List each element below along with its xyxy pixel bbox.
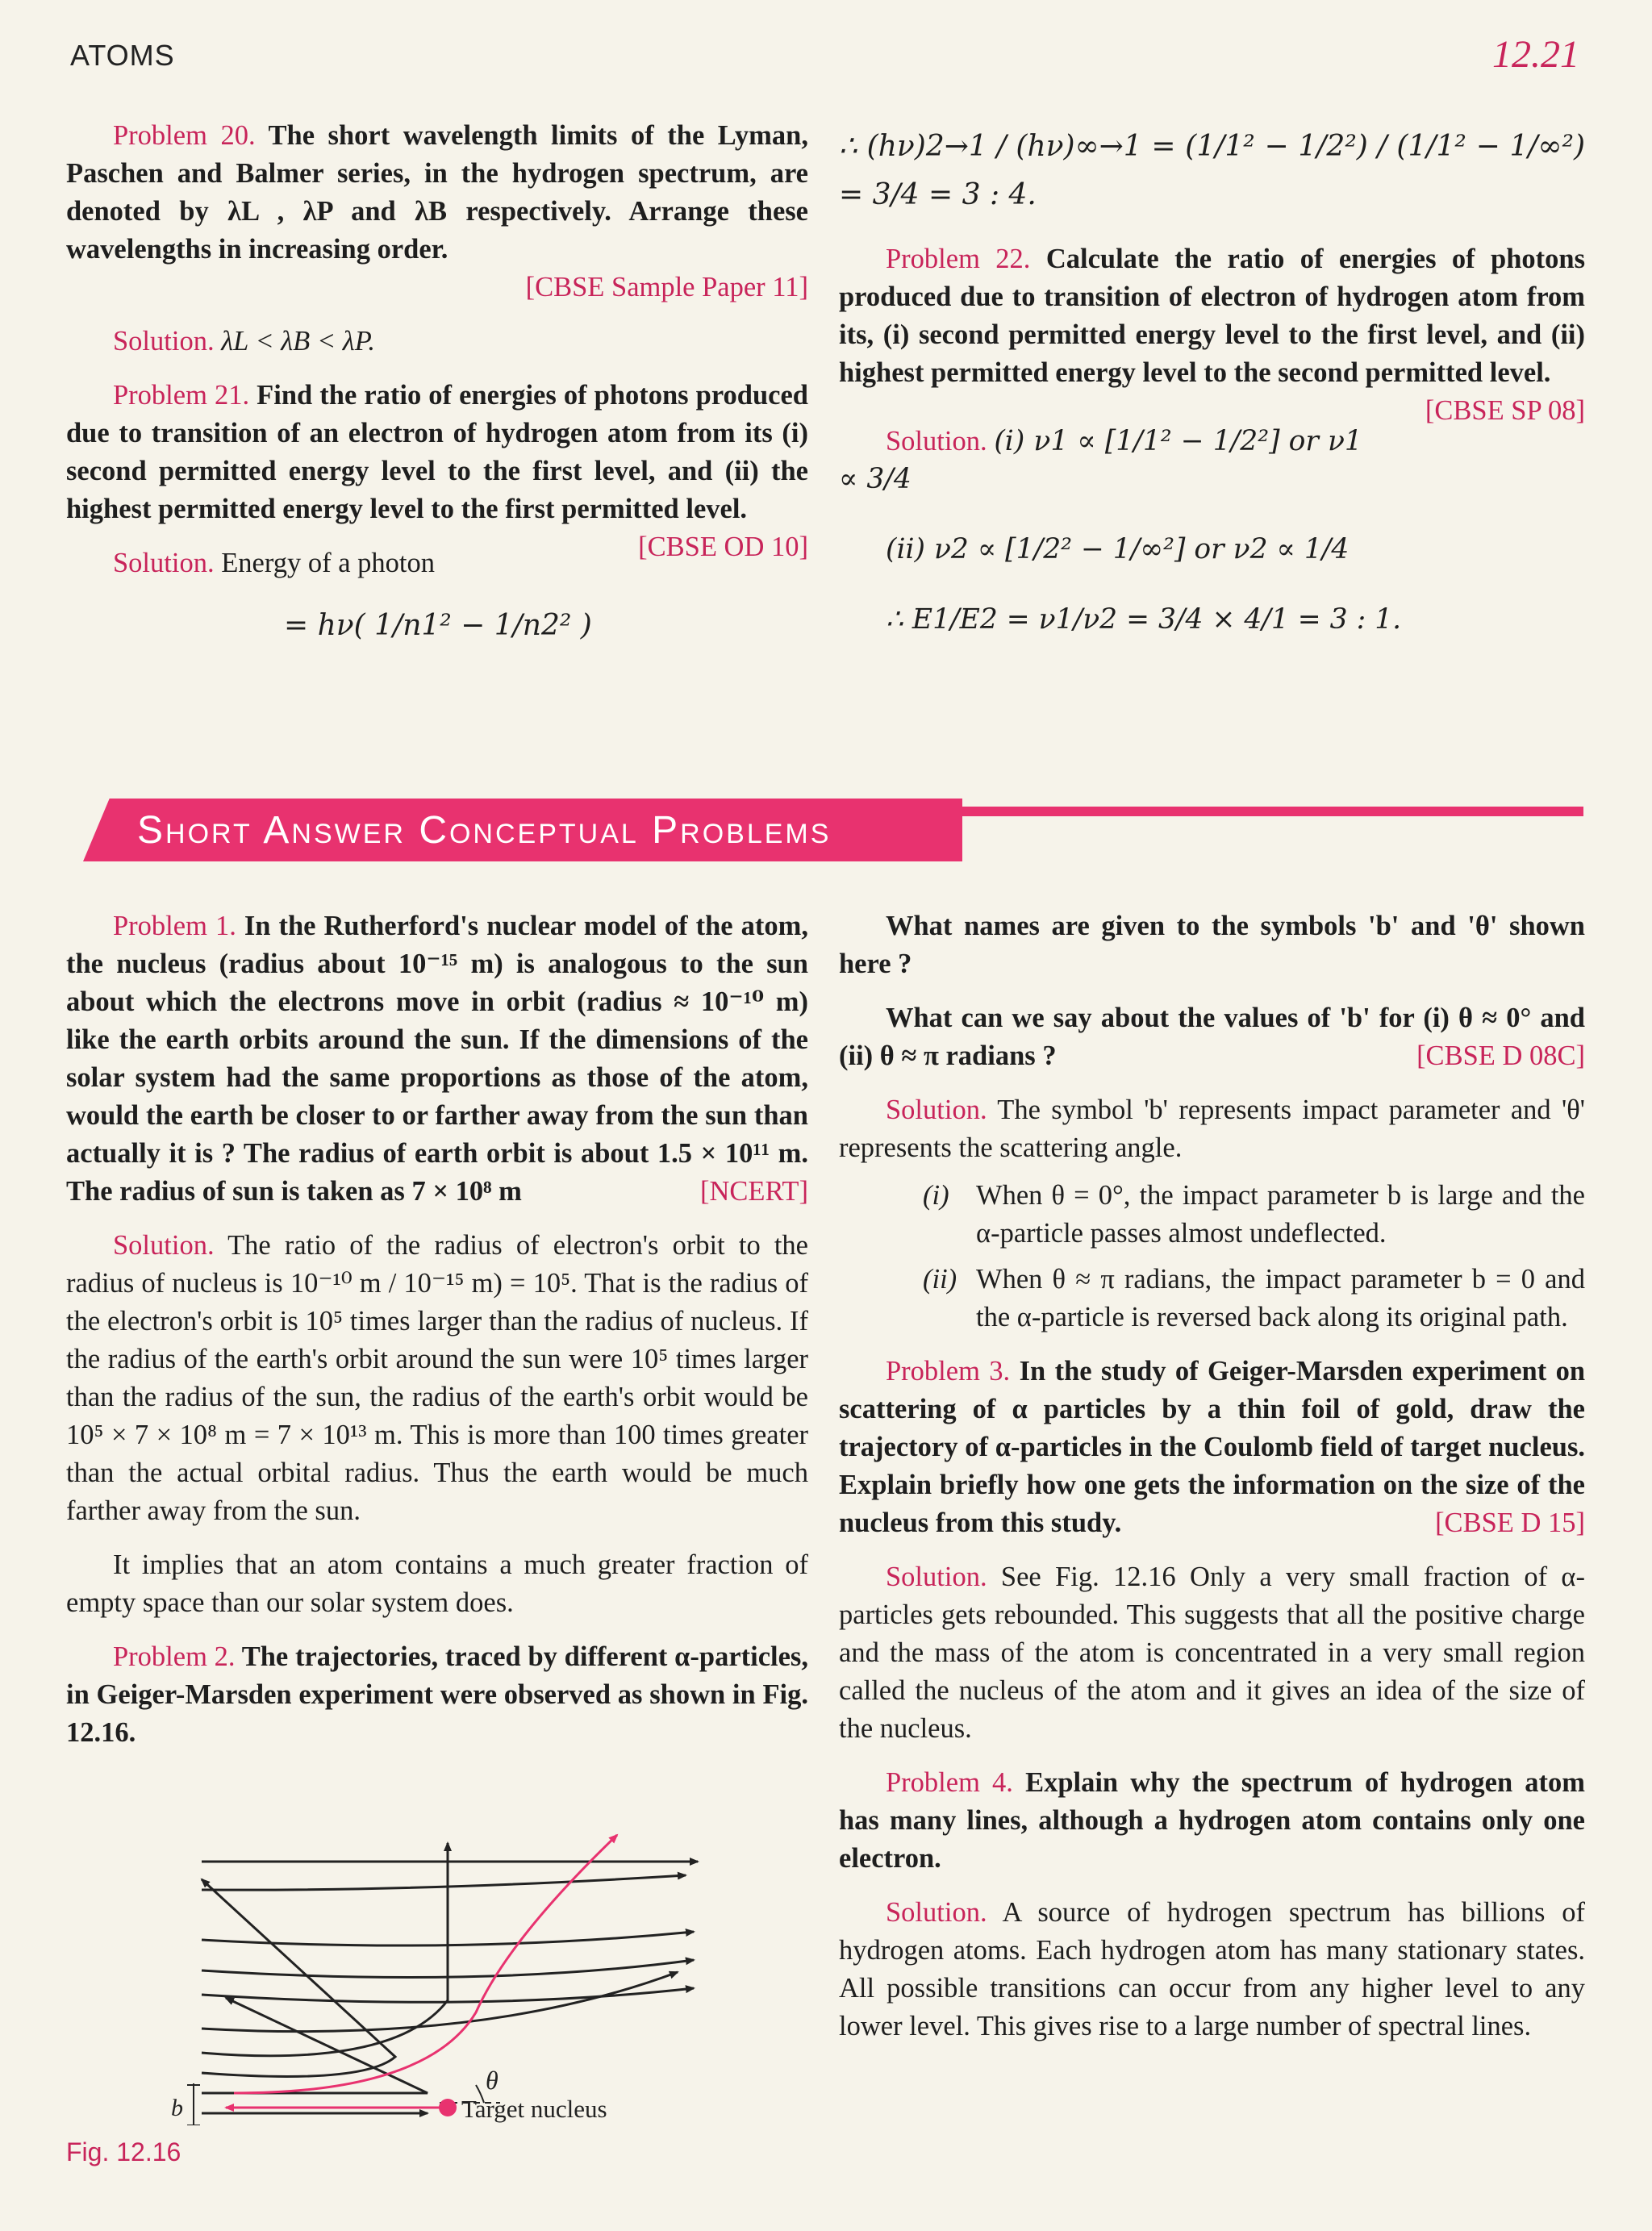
question-2b-text: What can we say about the values of 'b' for (i) θ ≈ 0° and (ii) θ ≈ π radians ? bbox=[839, 1003, 1585, 1071]
question-2b bbox=[839, 999, 1585, 1075]
impact-parameter-label: b bbox=[171, 2095, 183, 2121]
solution-21-label: Solution. bbox=[113, 548, 215, 578]
problem-22-label: Problem 22. bbox=[886, 244, 1031, 274]
solution-4 bbox=[839, 1894, 1585, 2045]
problem-3-label: Problem 3. bbox=[886, 1356, 1011, 1387]
page-number: 12.21 bbox=[1492, 33, 1579, 76]
solution-2-label: Solution. bbox=[886, 1095, 987, 1125]
problem-2-label: Problem 2. bbox=[113, 1641, 236, 1672]
problem-3-text: In the study of Geiger-Marsden experiment on scattering of α particles by a thin foil of gold, draw the trajectory of α-particles in the Coulomb field of target nucleus. Explain briefly how one gets the information on the size of the nucleus from this study. bbox=[839, 1356, 1586, 1538]
list-item bbox=[839, 1177, 1585, 1253]
list-item-number: (i) bbox=[923, 1180, 949, 1211]
problem-2 bbox=[66, 1638, 808, 1752]
problem-22-ref: [CBSE SP 08] bbox=[1425, 395, 1585, 426]
section-title: Short Answer Conceptual Problems bbox=[137, 809, 832, 852]
left-top-column bbox=[66, 117, 808, 644]
figure-caption: Fig. 12.16 bbox=[66, 2137, 181, 2166]
problem-4-label: Problem 4. bbox=[886, 1767, 1013, 1798]
solution-21-text: Energy of a photon bbox=[221, 548, 435, 578]
right-top-column bbox=[839, 113, 1585, 639]
list-item bbox=[839, 1261, 1585, 1337]
problem-2-text: The trajectories, traced by different α-particles, in Geiger-Marsden experiment were observed as shown in Fig. 12.16. bbox=[66, 1641, 808, 1748]
solution-3-text: See Fig. 12.16 Only a very small fraction of α-particles gets rebounded. This suggests that all the positive charge and the mass of the atom is concentrated in a very small region called the nucleus of the atom and it gives an idea of the size of the nucleus. bbox=[839, 1562, 1585, 1744]
right-bottom-column bbox=[839, 907, 1585, 2045]
problem-20 bbox=[66, 117, 808, 269]
problem-21-label: Problem 21. bbox=[113, 380, 250, 411]
chapter-title: ATOMS bbox=[70, 39, 175, 72]
solution-21-equation: = hν( 1/n1² − 1/n2² ) bbox=[284, 609, 592, 642]
trajectory-6 bbox=[202, 1843, 448, 2056]
section-rule bbox=[871, 807, 1583, 816]
problem-1-text: In the Rutherford's nuclear model of the atom, the nucleus (radius about 10⁻¹⁵ m) is analogous to the sun about which the electrons move in orbit (radius ≈ 10⁻¹⁰ m) like the earth orbits around the sun. If the dimensions of the solar system had the same proportions as those of the atom, would the earth be closer to or farther away from the sun than actually it is ? The radius of earth orbit is about 1.5 × 10¹¹ m. The radius of sun is taken as 7 × 10⁸ m bbox=[66, 911, 809, 1207]
problem-1-ref: [NCERT] bbox=[700, 1176, 808, 1207]
problem-21 bbox=[66, 377, 808, 562]
solution-22-result: ∴ E1/E2 = ν1/ν2 = 3/4 × 4/1 = 3 : 1. bbox=[886, 603, 1402, 636]
list-item-number: (ii) bbox=[923, 1264, 957, 1295]
theta-label: θ bbox=[486, 2066, 499, 2095]
problem-4 bbox=[839, 1764, 1585, 1878]
list-item-text: When θ = 0°, the impact parameter b is large and the α-particle passes almost undeflected. bbox=[976, 1180, 1585, 1249]
problem-1 bbox=[66, 907, 808, 1211]
solution-22-label: Solution. bbox=[886, 426, 987, 457]
solution-20-label: Solution. bbox=[113, 326, 215, 357]
left-bottom-column bbox=[66, 907, 808, 1752]
target-nucleus-dot bbox=[439, 2099, 457, 2116]
solution-2-text: The symbol 'b' represents impact parameter and 'θ' represents the scattering angle. bbox=[839, 1095, 1585, 1163]
solution-22-part-i: (i) ν1 ∝ [1/1² − 1/2²] or ν1 ∝ 3/4 bbox=[839, 425, 1362, 495]
solution-1-conclusion: It implies that an atom contains a much greater fraction of empty space than our solar system does. bbox=[66, 1549, 808, 1618]
problem-21-text: Find the ratio of energies of photons produced due to transition of an electron of hydrogen atom from its (i) second permitted energy level to the first level, and (ii) the highest permitted energy level to the first permitted level. bbox=[66, 380, 808, 524]
problem-20-ref: [CBSE Sample Paper 11] bbox=[525, 272, 808, 302]
problem-22 bbox=[839, 240, 1586, 426]
solution-4-text: A source of hydrogen spectrum has billions of hydrogen atoms. Each hydrogen atom has many stationary states. All possible transitions can occur from any higher level to any lower level. This gives rise to a large number of spectral lines. bbox=[839, 1897, 1585, 2041]
solution-2-list bbox=[839, 1177, 1585, 1337]
solution-20 bbox=[66, 323, 808, 361]
solution-1-text: The ratio of the radius of electron's orbit to the radius of nucleus is 10⁻¹⁰ m / 10⁻¹⁵ m) = 10⁵. That is the radius of the electron's orbit is 10⁵ times larger than the radius of nucleus. If the radius of the earth's orbit around the sun were 10⁵ times larger than the radius of the sun, the radius of the earth's orbit would be 10⁵ × 7 × 10⁸ m = 7 × 10¹³ m. This is more than 100 times greater than the actual orbital radius. Thus the earth would be much farther away from the sun. bbox=[66, 1230, 808, 1526]
problem-20-label: Problem 20. bbox=[113, 120, 256, 151]
solution-3 bbox=[839, 1558, 1585, 1748]
trajectory-8 bbox=[202, 1998, 428, 2093]
trajectory-1 bbox=[202, 1875, 686, 1890]
solution-3-label: Solution. bbox=[886, 1562, 987, 1592]
problem-21-ref: [CBSE OD 10] bbox=[638, 532, 808, 562]
list-item-text: When θ ≈ π radians, the impact parameter b = 0 and the α-particle is reversed back along its original path. bbox=[976, 1264, 1585, 1332]
solution-4-label: Solution. bbox=[886, 1897, 987, 1928]
solution-20-text: λL < λB < λP. bbox=[221, 326, 375, 357]
problem-3 bbox=[839, 1353, 1585, 1542]
solution-2 bbox=[839, 1091, 1585, 1167]
problem-1-label: Problem 1. bbox=[113, 911, 236, 941]
solution-1-label: Solution. bbox=[113, 1230, 215, 1261]
target-nucleus-label: Target nucleus bbox=[461, 2095, 607, 2123]
problem-20-text: The short wavelength limits of the Lyman, Paschen and Balmer series, in the hydrogen spectrum, are denoted by λL , λP and λB respectively. Arrange these wavelengths in increasing order. bbox=[66, 120, 808, 265]
problem-4-text: Explain why the spectrum of hydrogen atom has many lines, although a hydrogen atom contains only one electron. bbox=[839, 1767, 1585, 1874]
solution-1 bbox=[66, 1227, 808, 1530]
question-2a: What names are given to the symbols 'b' and 'θ' shown here ? bbox=[839, 911, 1585, 979]
solution-22 bbox=[839, 423, 1585, 498]
problem-3-ref: [CBSE D 15] bbox=[1435, 1507, 1585, 1538]
equation-ratio: ∴ (hν)2→1 / (hν)∞→1 = (1/1² − 1/2²) / (1/1² − 1/∞²) = 3/4 = 3 : 4. bbox=[839, 130, 1585, 211]
scattering-figure bbox=[161, 1827, 726, 2125]
question-2-ref: [CBSE D 08C] bbox=[1416, 1040, 1585, 1071]
problem-22-text: Calculate the ratio of energies of photons produced due to transition of electron of hydrogen atom from its, (i) second permitted energy level to the first level, and (ii) highest permitted energy level to the second permitted level. bbox=[839, 244, 1586, 388]
solution-22-part-ii: (ii) ν2 ∝ [1/2² − 1/∞²] or ν2 ∝ 1/4 bbox=[886, 533, 1350, 565]
